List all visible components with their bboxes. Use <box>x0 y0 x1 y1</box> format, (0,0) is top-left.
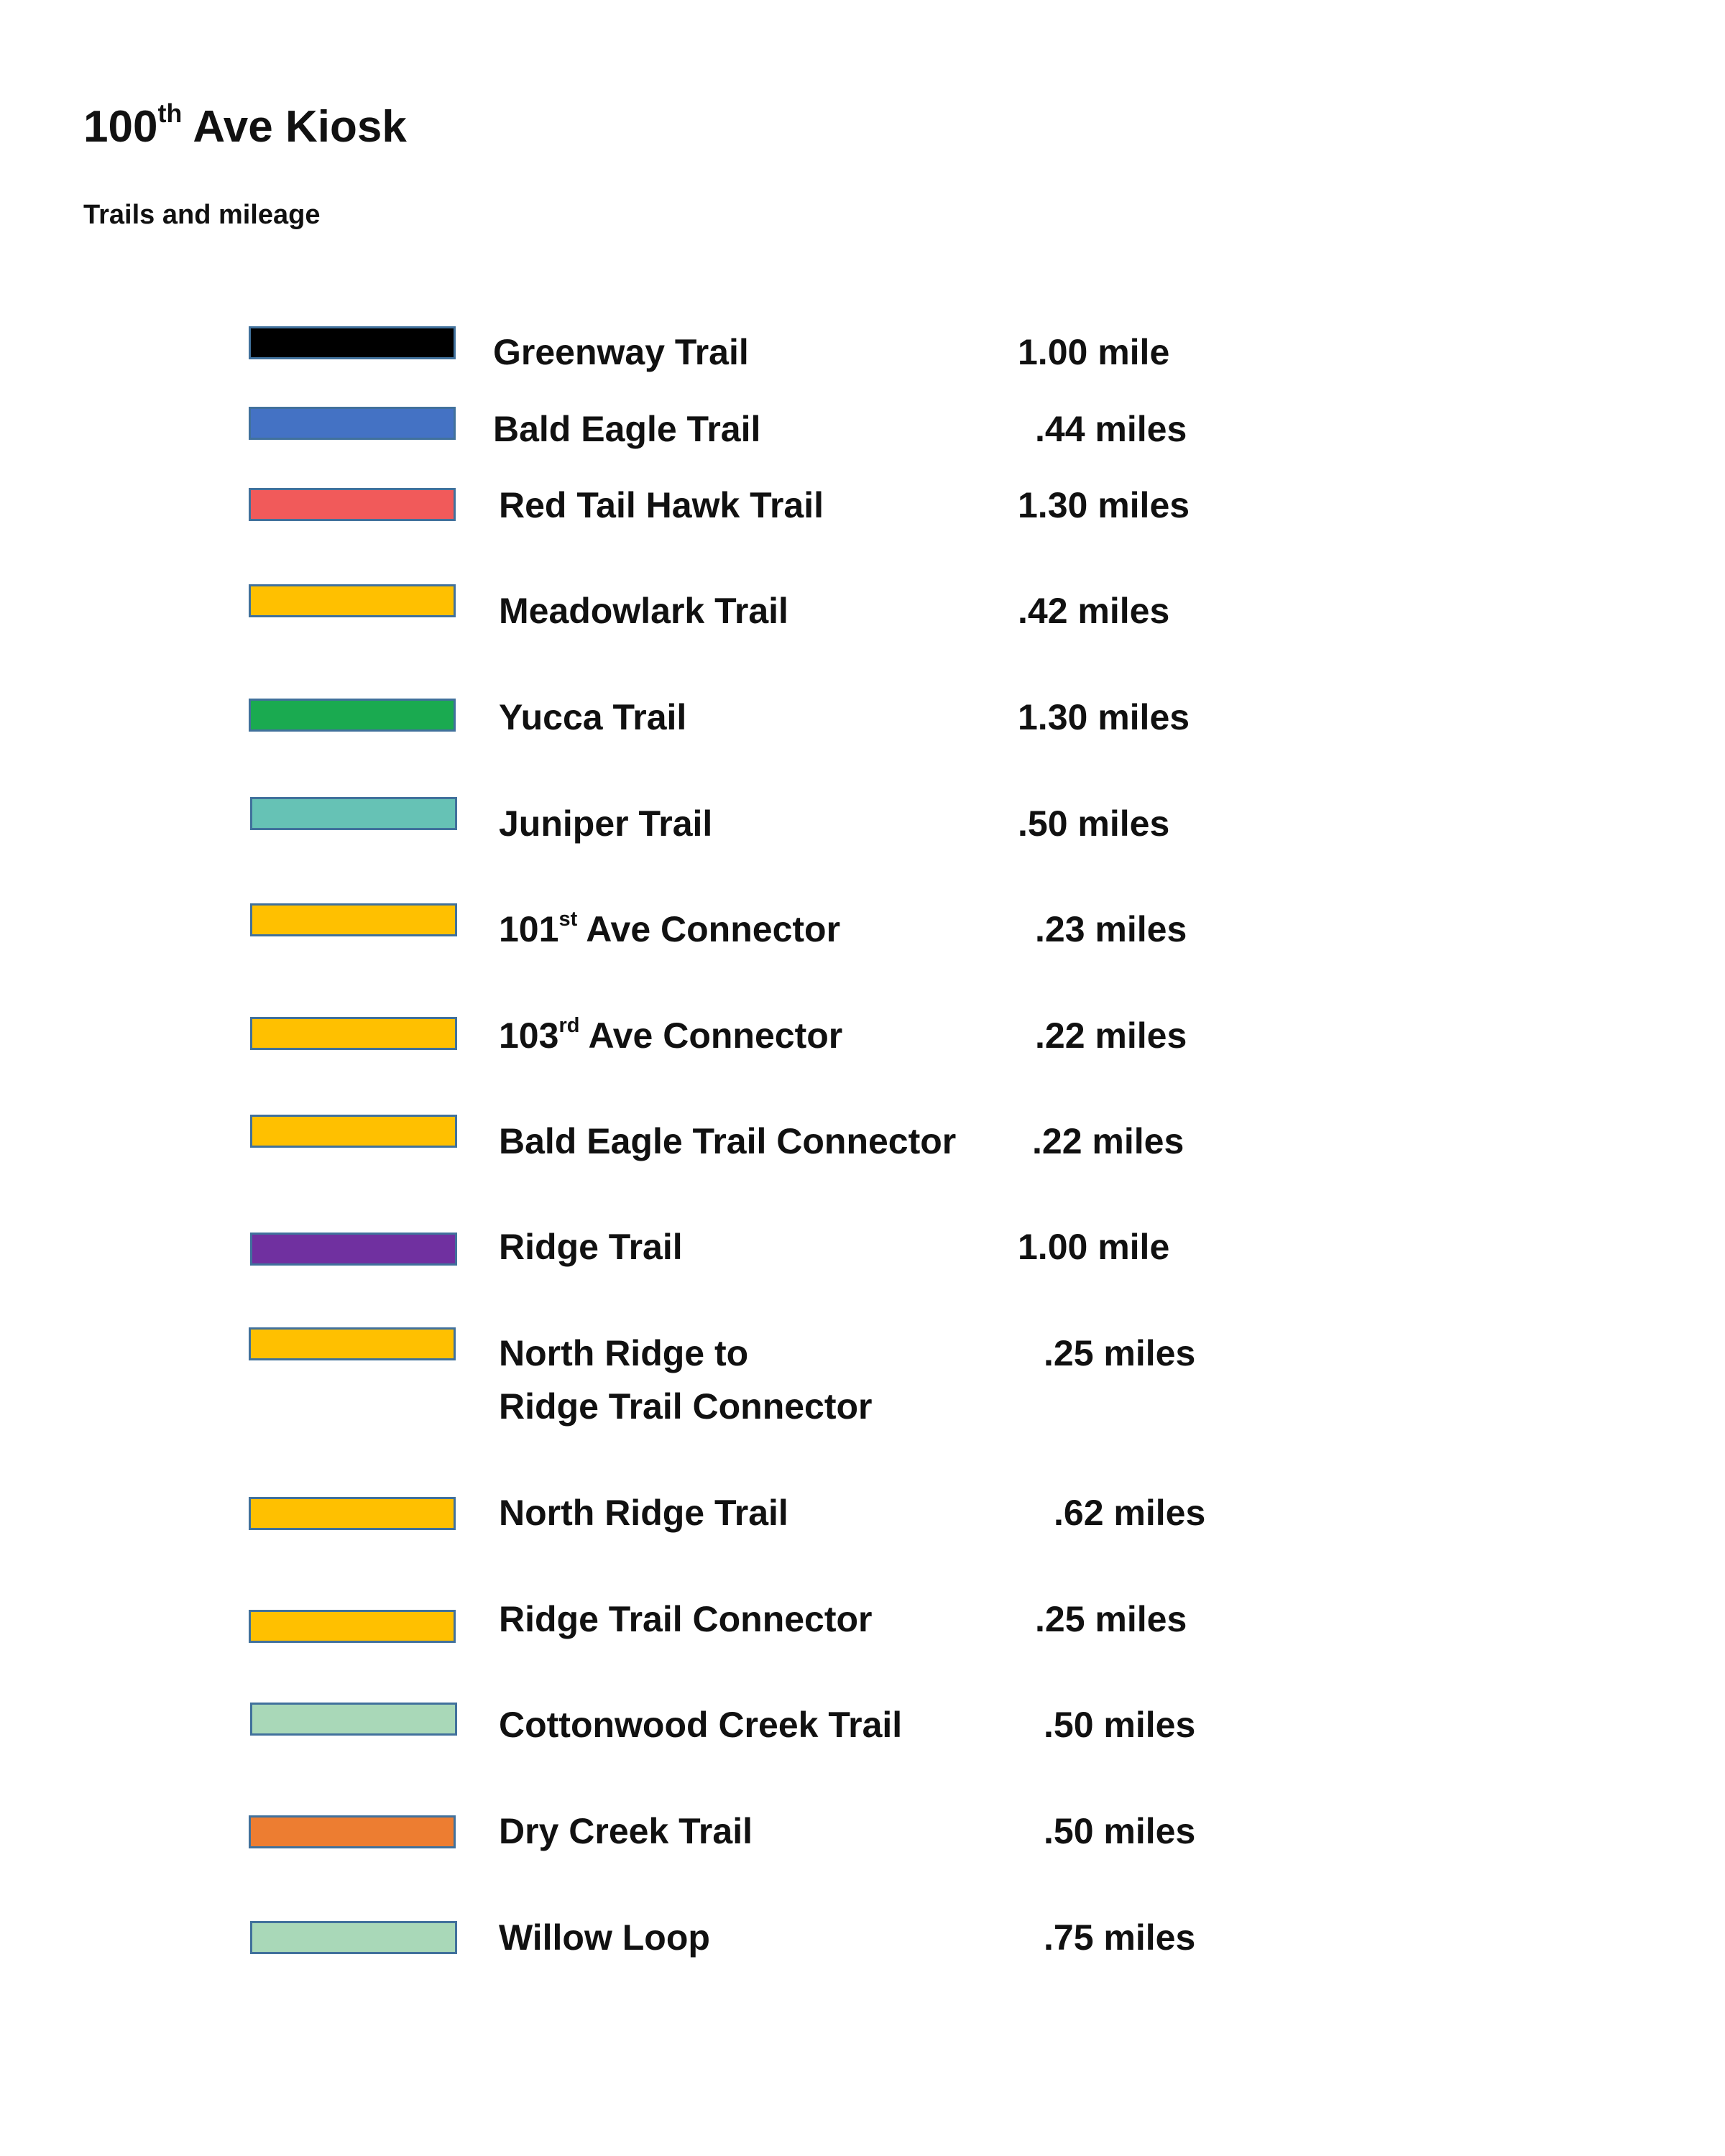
trail-name: Willow Loop <box>499 1917 710 1958</box>
trail-color-swatch <box>250 903 457 936</box>
trail-color-swatch <box>249 699 456 732</box>
trail-name-line-2: Ridge Trail Connector <box>499 1386 873 1427</box>
trail-name-line-1: North Ridge to <box>499 1333 749 1373</box>
trail-color-swatch <box>249 584 456 617</box>
trail-color-swatch <box>249 1327 456 1360</box>
trail-mileage: 1.00 mile <box>1018 332 1170 372</box>
title-number: 100 <box>83 102 158 152</box>
trail-color-swatch <box>249 1815 456 1848</box>
trail-name <box>499 1009 842 1068</box>
page-subtitle: Trails and mileage <box>83 200 321 230</box>
trail-color-swatch <box>249 326 456 359</box>
trail-name: Red Tail Hawk Trail <box>499 485 824 525</box>
trail-color-swatch <box>249 488 456 521</box>
trail-mileage: .25 miles <box>1035 1599 1187 1639</box>
trail-color-swatch <box>249 407 456 440</box>
trail-mileage: 1.00 mile <box>1018 1227 1170 1267</box>
trail-name: Juniper Trail <box>499 803 713 844</box>
trail-color-swatch <box>250 1921 457 1954</box>
trail-name: Dry Creek Trail <box>499 1811 753 1851</box>
trail-color-swatch <box>250 1017 457 1050</box>
title-ordinal-suffix: th <box>157 98 183 129</box>
trail-color-swatch <box>250 1115 457 1148</box>
trail-name-ordinal-suffix: rd <box>558 1014 580 1038</box>
trail-name-number: 101 <box>499 909 559 949</box>
trail-color-swatch <box>250 1233 457 1266</box>
trail-mileage: .44 miles <box>1035 409 1187 449</box>
trail-mileage: .75 miles <box>1044 1917 1196 1958</box>
trail-color-swatch <box>249 1610 456 1643</box>
trail-name: North Ridge Trail <box>499 1493 788 1533</box>
trail-color-swatch <box>249 1497 456 1530</box>
trail-mileage: .25 miles <box>1044 1333 1196 1373</box>
trail-name-number: 103 <box>499 1015 559 1056</box>
trail-name-text: Ave Connector <box>579 1015 843 1056</box>
trail-name: Bald Eagle Trail Connector <box>499 1121 957 1161</box>
trail-color-swatch <box>250 1703 457 1736</box>
trail-name: Ridge Trail Connector <box>499 1599 873 1639</box>
trail-mileage: .22 miles <box>1032 1121 1184 1161</box>
trail-mileage: .50 miles <box>1044 1811 1196 1851</box>
trail-mileage: .50 miles <box>1018 803 1170 844</box>
trail-name <box>499 903 840 962</box>
trail-color-swatch <box>250 797 457 830</box>
trail-mileage: .23 miles <box>1035 909 1187 949</box>
trail-mileage: 1.30 miles <box>1018 485 1190 525</box>
trail-name: Meadowlark Trail <box>499 591 788 631</box>
title-text: Ave Kiosk <box>182 102 407 152</box>
trail-name-ordinal-suffix: st <box>558 908 578 931</box>
trail-name: Yucca Trail <box>499 697 687 737</box>
trail-mileage: .62 miles <box>1054 1493 1206 1533</box>
trail-name: Greenway Trail <box>493 332 749 372</box>
trail-name: Ridge Trail <box>499 1227 683 1267</box>
trail-name: Bald Eagle Trail <box>493 409 761 449</box>
trail-name: Cottonwood Creek Trail <box>499 1705 903 1745</box>
trail-mileage: .22 miles <box>1035 1015 1187 1056</box>
trail-mileage: 1.30 miles <box>1018 697 1190 737</box>
trail-mileage: .42 miles <box>1018 591 1170 631</box>
trail-mileage: .50 miles <box>1044 1705 1196 1745</box>
trail-name-text: Ave Connector <box>577 909 841 949</box>
page-title <box>83 98 407 152</box>
